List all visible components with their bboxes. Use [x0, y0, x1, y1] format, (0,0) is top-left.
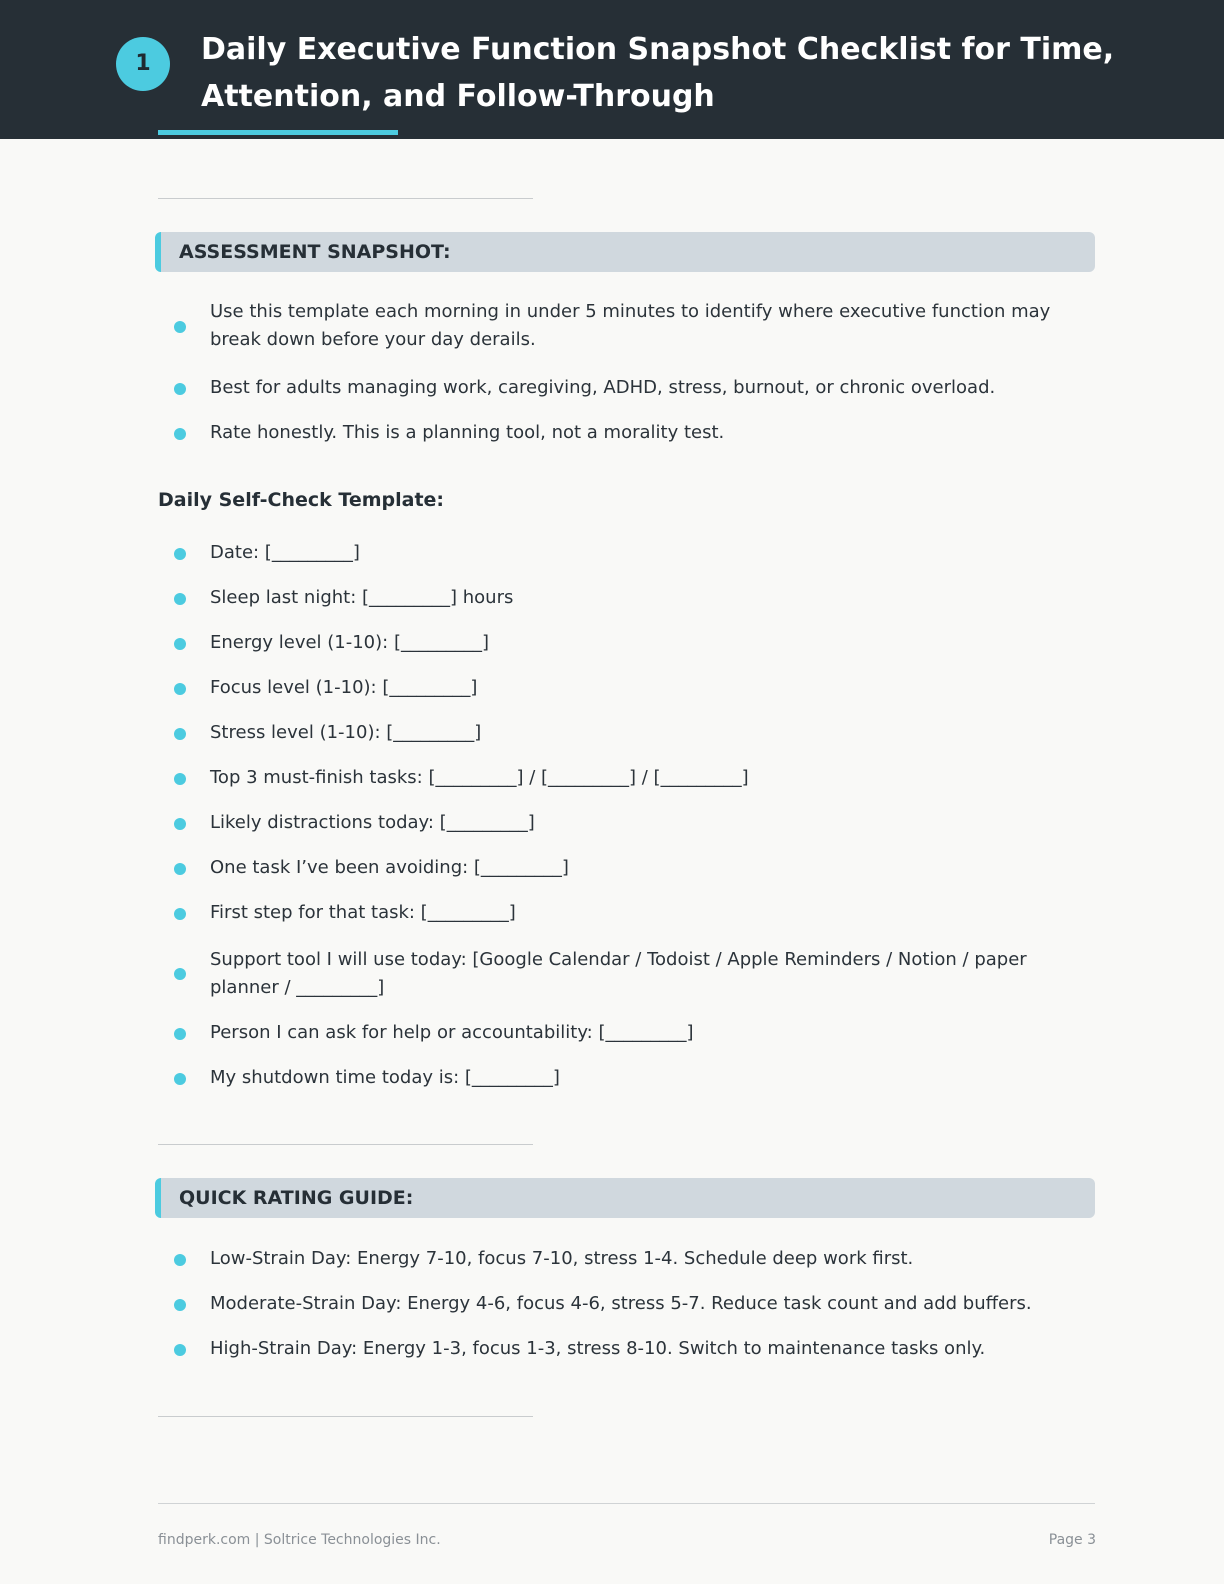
divider — [158, 1416, 533, 1417]
list-item-text: First step for that task: [_________] — [210, 902, 516, 923]
page-title: Daily Executive Function Snapshot Checklist for Time, Attention, and Follow-Through — [201, 32, 1115, 114]
divider — [158, 198, 533, 199]
footer-source: findperk.com | Soltrice Technologies Inc. — [158, 1532, 441, 1548]
bullet-dot-icon — [174, 1344, 186, 1356]
list-item-text: Use this template each morning in under 5 minutes to identify where executive function may break down before your day derails. — [210, 301, 1051, 350]
list-item-text: Date: [_________] — [210, 542, 360, 563]
list-item-text: Support tool I will use today: [Google Calendar / Todoist / Apple Reminders / Notion / paper planner / _________] — [210, 949, 1027, 998]
list-item-text: Low-Strain Day: Energy 7-10, focus 7-10, stress 1-4. Schedule deep work first. — [210, 1248, 914, 1269]
section-heading-assessment: ASSESSMENT SNAPSHOT: — [179, 241, 451, 263]
list-item-text: Likely distractions today: [_________] — [210, 812, 535, 833]
list-item-text: Best for adults managing work, caregiving, ADHD, stress, burnout, or chronic overload. — [210, 377, 996, 398]
list-item-text: Sleep last night: [_________] hours — [210, 587, 514, 608]
list-item-text: Energy level (1-10): [_________] — [210, 632, 489, 653]
list-item-text: Top 3 must-finish tasks: [_________] / [_________] / [_________] — [210, 767, 749, 788]
template-heading: Daily Self-Check Template: — [158, 489, 445, 511]
section-bar-rating — [155, 1178, 1095, 1218]
list-item-text: High-Strain Day: Energy 1-3, focus 1-3, stress 8-10. Switch to maintenance tasks only. — [210, 1338, 986, 1359]
bullet-dot-icon — [174, 428, 186, 440]
bullet-dot-icon — [174, 773, 186, 785]
divider — [158, 1144, 533, 1145]
bullet-dot-icon — [174, 968, 186, 980]
footer-rule — [158, 1503, 1095, 1504]
bullet-dot-icon — [174, 638, 186, 650]
bullet-dot-icon — [174, 683, 186, 695]
bullet-dot-icon — [174, 593, 186, 605]
section-heading-rating: QUICK RATING GUIDE: — [179, 1187, 414, 1209]
section-bar-assessment — [155, 232, 1095, 272]
bullet-dot-icon — [174, 908, 186, 920]
header-accent-bar — [158, 130, 398, 135]
section-number-badge: 1 — [116, 37, 170, 91]
page-number: Page 3 — [1048, 1532, 1096, 1548]
bullet-dot-icon — [174, 383, 186, 395]
list-item-text: Focus level (1-10): [_________] — [210, 677, 478, 698]
bullet-dot-icon — [174, 548, 186, 560]
list-item-text: Person I can ask for help or accountability: [_________] — [210, 1022, 694, 1043]
bullet-dot-icon — [174, 321, 186, 333]
list-item-text: Stress level (1-10): [_________] — [210, 722, 482, 743]
list-item-text: My shutdown time today is: [_________] — [210, 1067, 560, 1088]
bullet-dot-icon — [174, 728, 186, 740]
bullet-dot-icon — [174, 1299, 186, 1311]
page-header — [0, 0, 1224, 139]
bullet-dot-icon — [174, 1073, 186, 1085]
list-item-text: One task I’ve been avoiding: [_________] — [210, 857, 569, 878]
list-item-text: Moderate-Strain Day: Energy 4-6, focus 4-6, stress 5-7. Reduce task count and add buffers. — [210, 1293, 1032, 1314]
bullet-dot-icon — [174, 1028, 186, 1040]
list-item-text: Rate honestly. This is a planning tool, not a morality test. — [210, 422, 725, 443]
bullet-dot-icon — [174, 863, 186, 875]
bullet-dot-icon — [174, 1254, 186, 1266]
bullet-dot-icon — [174, 818, 186, 830]
